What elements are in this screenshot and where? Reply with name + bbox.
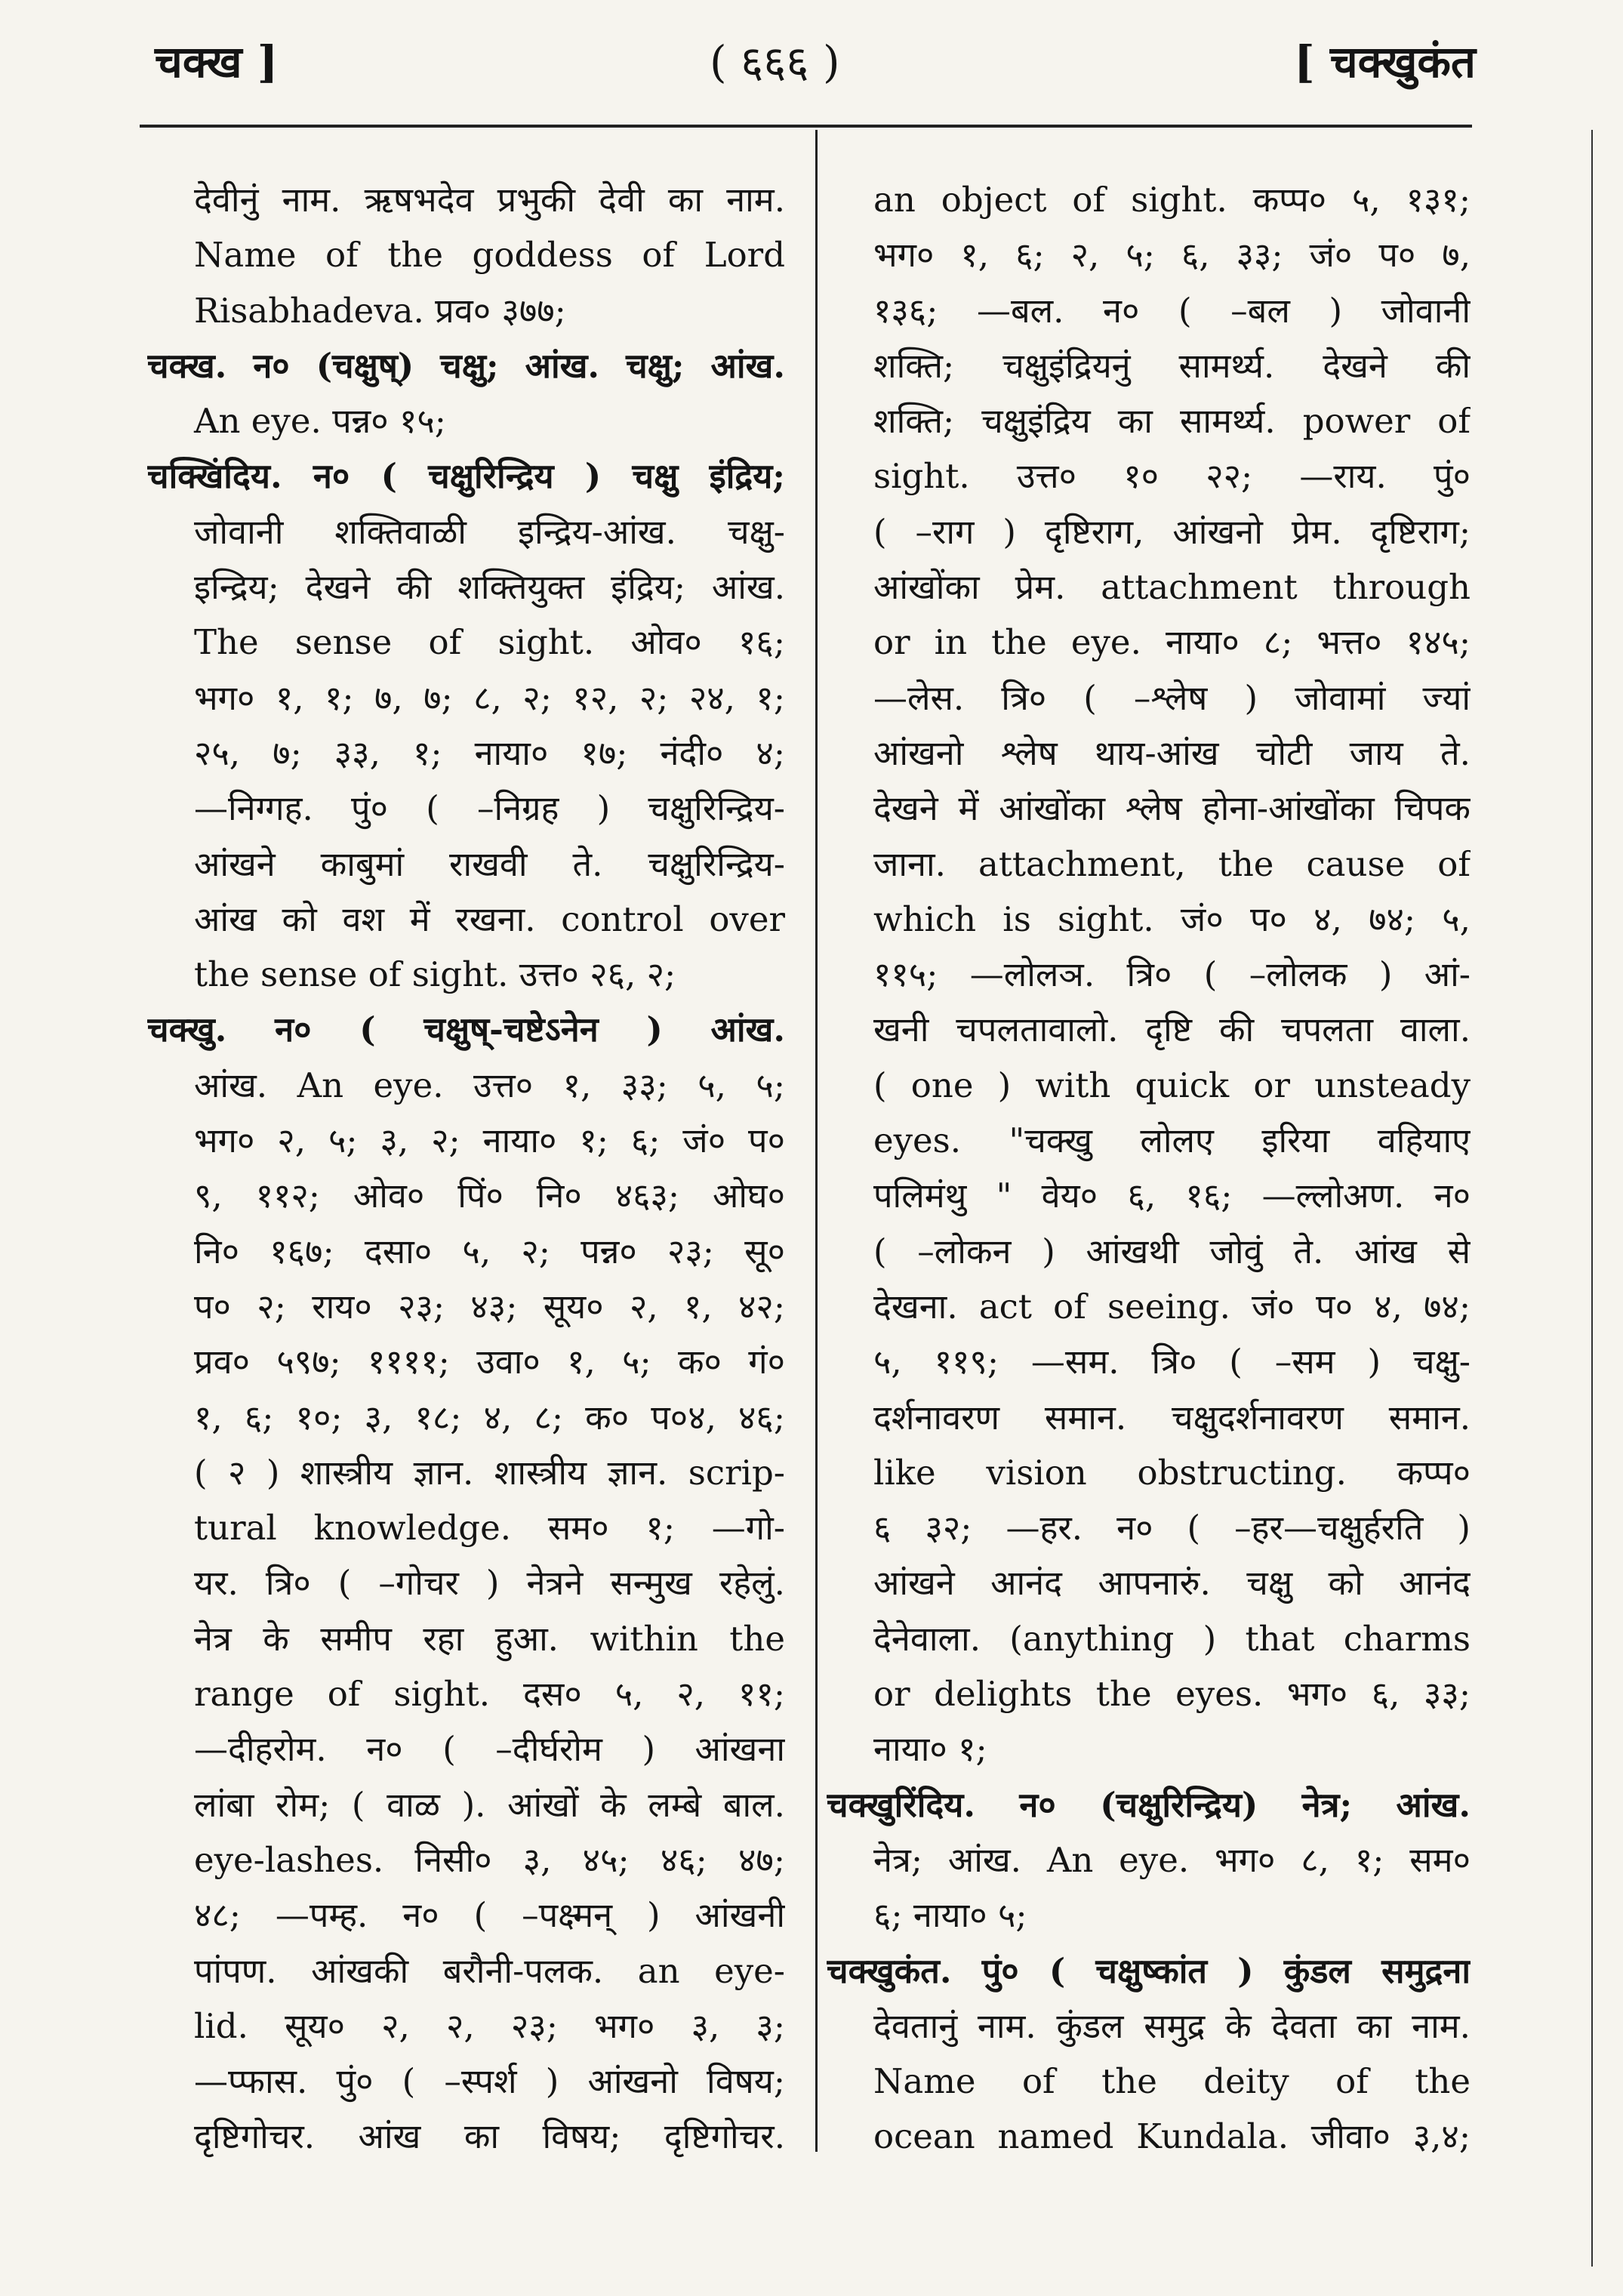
entry-line: ( one ) with quick or unsteady (873, 1065, 1471, 1105)
entry-line: ६ ३२; —हर. न० ( –हर—चक्षुर्हरति ) (873, 1508, 1471, 1549)
headword-line: चक्खु. न० ( चक्षुष्-चष्टेऽनेन ) आंख. (147, 1009, 785, 1050)
entry-line: देनेवाला. (anything ) that charms (873, 1618, 1471, 1659)
entry-line: दृष्टिगोचर. आंख का विषय; दृष्टिगोचर. (194, 2116, 785, 2157)
right-column (827, 172, 1471, 2165)
entry-line: or in the eye. नाया० ८; भत्त० १४५; (873, 622, 1471, 663)
entry-line: आंखोंका प्रेम. attachment through (873, 567, 1471, 608)
entry-line: नेत्र के समीप रहा हुआ. within the (194, 1618, 785, 1659)
entry-line: पांपण. आंखकी बरौनी-पलक. an eye- (194, 1950, 785, 1991)
entry-line: eyes. "चक्खु लोलए इरिया वहियाए (873, 1120, 1471, 1161)
entry-line: खनी चपलतावालो. दृष्टि की चपलता वाला. (873, 1009, 1471, 1050)
entry-line: आंख. An eye. उत्त० १, ३३; ५, ५; (194, 1065, 785, 1105)
entry-line: आंखने काबुमां राखवी ते. चक्षुरिन्द्रिय- (194, 843, 785, 884)
entry-line: or delights the eyes. भग० ६, ३३; (873, 1674, 1471, 1715)
page-edge-rule (1591, 130, 1593, 2267)
column-divider (815, 130, 818, 2152)
page-number: ( ६६६ ) (710, 36, 840, 88)
entry-line: देखना. act of seeing. जं० प० ४, ७४; (873, 1286, 1471, 1327)
entry-line: Risabhadeva. प्रव० ३७७; (194, 290, 566, 331)
entry-line: देवीनुं नाम. ऋषभदेव प्रभुकी देवी का नाम. (194, 180, 785, 220)
entry-line: भग० २, ५; ३, २; नाया० १; ६; जं० प० (194, 1120, 785, 1161)
entry-line: प्रव० ५९७; ११११; उवा० १, ५; क० गं० (194, 1342, 785, 1382)
entry-line: पलिमंथु " वेय० ६, १६; —ल्लोअण. न० (873, 1176, 1471, 1216)
entry-line: १, ६; १०; ३, १८; ४, ८; क० प०४, ४६; (194, 1397, 785, 1438)
headword-line: चक्खुकंत. पुं० ( चक्षुष्कांत ) कुंडल समुद्रना (827, 1950, 1471, 1991)
entry-line: देखने में आंखोंका श्लेष होना-आंखोंका चिपक (873, 788, 1471, 829)
entry-line: आंखने आनंद आपनारुं. चक्षु को आनंद (873, 1563, 1471, 1604)
header-right-guideword: [ चक्खुकंत (1294, 36, 1476, 88)
entry-line: sight. उत्त० १० २२; —राय. पुं० (873, 456, 1471, 497)
entry-line: The sense of sight. ओव० १६; (194, 622, 785, 663)
entry-line: नि० १६७; दसा० ५, २; पन्न० २३; सू० (194, 1231, 785, 1271)
entry-line: range of sight. दस० ५, २, ११; (194, 1674, 785, 1715)
entry-line: an object of sight. कप्प० ५, १३१; (873, 180, 1471, 220)
entry-line: नेत्र; आंख. An eye. भग० ८, १; सम० (873, 1839, 1471, 1880)
entry-line: २५, ७; ३३, १; नाया० १७; नंदी० ४; (194, 732, 785, 773)
header-rule (140, 125, 1472, 128)
headword-line: चक्खुरिंदिय. न० (चक्षुरिन्द्रिय) नेत्र; आंख. (827, 1784, 1471, 1825)
entry-line: आंख को वश में रखना. control over (194, 898, 785, 939)
entry-line: the sense of sight. उत्त० २६, २; (194, 954, 676, 995)
entry-line: ( –लोकन ) आंखथी जोवुं ते. आंख से (873, 1231, 1471, 1271)
entry-line: आंखनो श्लेष थाय-आंख चोटी जाय ते. (873, 732, 1471, 773)
entry-line: प० २; राय० २३; ४३; सूय० २, १, ४२; (194, 1286, 785, 1327)
entry-line: दर्शनावरण समान. चक्षुदर्शनावरण समान. (873, 1397, 1471, 1438)
entry-line: भग० १, ६; २, ५; ६, ३३; जं० प० ७, (873, 235, 1471, 276)
entry-line: Name of the goddess of Lord (194, 235, 785, 276)
entry-line: ६; नाया० ५; (873, 1895, 1027, 1936)
entry-line: भग० १, १; ७, ७; ८, २; १२, २; २४, १; (194, 677, 785, 718)
entry-line: यर. त्रि० ( –गोचर ) नेत्रने सन्मुख रहेलुं. (194, 1563, 785, 1604)
headword-line: चक्ख. न० (चक्षुष्) चक्षु; आंख. चक्षु; आंख. (147, 345, 785, 386)
entry-line: १३६; —बल. न० ( –बल ) जोवानी (873, 290, 1471, 331)
entry-line: ( –राग ) दृष्टिराग, आंखनो प्रेम. दृष्टिराग; (873, 511, 1471, 552)
headword-line: चक्खिंदिय. न० ( चक्षुरिन्द्रिय ) चक्षु इंद्रिय; (147, 456, 785, 497)
entry-line: देवतानुं नाम. कुंडल समुद्र के देवता का नाम. (873, 2005, 1471, 2046)
entry-line: An eye. पन्न० १५; (194, 401, 446, 442)
entry-line: ११५; —लोलञ. त्रि० ( –लोलक ) आं- (873, 954, 1471, 995)
entry-line: जोवानी शक्तिवाळी इन्द्रिय-आंख. चक्षु- (194, 511, 785, 552)
entry-line: शक्ति; चक्षुइंद्रिय का सामर्थ्य. power of (873, 401, 1471, 442)
entry-line: ४८; —पम्ह. न० ( –पक्ष्मन् ) आंखनी (194, 1895, 785, 1936)
entry-line: —लेस. त्रि० ( –श्लेष ) जोवामां ज्यां (873, 677, 1471, 718)
entry-line: लांबा रोम; ( वाळ ). आंखों के लम्बे बाल. (194, 1784, 785, 1825)
left-column (147, 172, 785, 2165)
entry-line: इन्द्रिय; देखने की शक्तियुक्त इंद्रिय; आंख. (194, 567, 785, 608)
page-header (0, 30, 1623, 98)
entry-line: —प्फास. पुं० ( –स्पर्श ) आंखनो विषय; (194, 2061, 785, 2102)
entry-line: —निग्गह. पुं० ( –निग्रह ) चक्षुरिन्द्रिय- (194, 788, 785, 829)
entry-line: जाना. attachment, the cause of (873, 843, 1471, 884)
entry-line: ocean named Kundala. जीवा० ३,४; (873, 2116, 1471, 2157)
entry-line: नाया० १; (873, 1729, 987, 1770)
entry-line: which is sight. जं० प० ४, ७४; ५, (873, 898, 1471, 939)
entry-line: ५, ११९; —सम. त्रि० ( –सम ) चक्षु- (873, 1342, 1471, 1382)
entry-line: like vision obstructing. कप्प० (873, 1452, 1471, 1493)
entry-line: tural knowledge. सम० १; —गो- (194, 1508, 785, 1549)
header-left-guideword: चक्ख ] (155, 36, 279, 88)
entry-line: ९, ११२; ओव० पिं० नि० ४६३; ओघ० (194, 1176, 785, 1216)
entry-line: eye-lashes. निसी० ३, ४५; ४६; ४७; (194, 1839, 785, 1880)
entry-line: Name of the deity of the (873, 2061, 1471, 2102)
entry-line: lid. सूय० २, २, २३; भग० ३, ३; (194, 2005, 785, 2046)
entry-line: —दीहरोम. न० ( –दीर्घरोम ) आंखना (194, 1729, 785, 1770)
entry-line: ( २ ) शास्त्रीय ज्ञान. शास्त्रीय ज्ञान. scrip- (194, 1452, 785, 1493)
entry-line: शक्ति; चक्षुइंद्रियनुं सामर्थ्य. देखने की (873, 345, 1471, 386)
